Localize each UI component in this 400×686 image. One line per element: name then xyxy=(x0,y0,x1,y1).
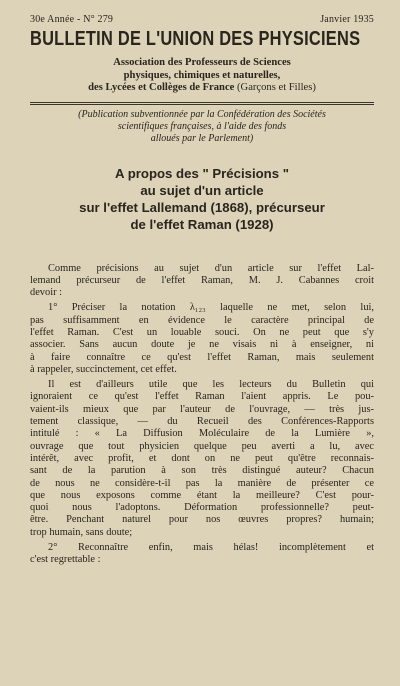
association-line-3-suffix: (Garçons et Filles) xyxy=(237,82,316,93)
paragraph-point-2 xyxy=(30,542,374,567)
text-line: ignoraient ce qu'est l'effet Raman l'aient appris. Le pou- xyxy=(30,391,374,403)
text-line: de nous ne considère-t-il pas la manière de présenter ce xyxy=(30,477,374,489)
text-line: que nous exposons comme étant la meilleure? C'est pour- xyxy=(30,489,374,501)
bulletin-masthead: BULLETIN DE L'UNION DES PHYSICIENS xyxy=(30,28,361,50)
article-title-line: au sujet d'un article xyxy=(140,182,264,198)
issue-number: 30e Année - N° 279 xyxy=(30,14,114,25)
text-line: c'est regrettable : xyxy=(30,554,101,566)
association-line-2: physiques, chimiques et naturelles, xyxy=(123,69,281,81)
text-line: sant de la parution à son très distingué auteur? Chacun xyxy=(30,465,374,477)
article-title-line: de l'effet Raman (1928) xyxy=(130,216,274,232)
text-line: être. Penchant naturel pour nos œuvres propres? humain; xyxy=(30,514,374,526)
publication-note-line: alloués par le Parlement) xyxy=(150,132,254,144)
text-line: Comme précisions au sujet d'un article sur l'effet Lal- xyxy=(48,262,374,274)
text-line: trop humain, sans doute; xyxy=(30,526,133,538)
text-line: à faire connaître ce qu'est l'effet Raman, mais seulement xyxy=(30,351,374,363)
text-line: intérêt, avec profit, et dont on ne peut qu'être reconnais- xyxy=(30,452,374,464)
text-line: à rappeler, succinctement, cet effet. xyxy=(30,363,177,375)
text-line: 1° Préciser la notation λ₁₂₃ laquelle ne met, selon lui, xyxy=(48,302,374,314)
text-line: lemand précurseur de l'effet Raman, M. J. Cabannes croit xyxy=(30,274,374,286)
double-rule-divider xyxy=(30,102,374,105)
publication-note-line: scientifiques françaises, à l'aide des fonds xyxy=(117,120,287,132)
publication-note-line: (Publication subventionnée par la Confédération des Sociétés xyxy=(78,108,326,120)
issue-date: Janvier 1935 xyxy=(320,14,374,25)
paragraph-point-1 xyxy=(30,302,374,376)
text-line: pas suffisamment en évidence le caractère principal de xyxy=(30,314,374,326)
issue-header xyxy=(30,14,374,25)
text-line: intitulé : « La Diffusion Moléculaire de la Lumière », xyxy=(30,428,374,440)
article-title-line: A propos des " Précisions " xyxy=(115,165,289,181)
association-line-3 xyxy=(30,82,374,95)
text-line: quoi nous l'adoptons. Déformation professionnelle? peut- xyxy=(30,502,374,514)
association-block xyxy=(30,57,374,95)
text-line: 2° Reconnaître enfin, mais hélas! incomplètement et xyxy=(48,542,374,554)
paragraph-intro xyxy=(30,263,374,300)
article-title xyxy=(30,165,374,233)
text-line: tement classique, — du Recueil des Conférences-Rapports xyxy=(30,416,374,428)
text-line: Il est d'ailleurs utile que les lecteurs du Bulletin qui xyxy=(48,379,374,391)
text-line: devoir : xyxy=(30,287,63,299)
article-body xyxy=(30,263,374,567)
association-line-1: Association des Professeurs de Sciences xyxy=(113,57,291,68)
text-line: ouvrage que tout physicien quelque peu averti a lu, avec xyxy=(30,440,374,452)
article-title-line: sur l'effet Lallemand (1868), précurseur xyxy=(79,199,325,215)
text-line: l'effet Raman. C'est un louable souci. On ne peut que s'y xyxy=(30,326,374,338)
publication-note xyxy=(30,109,374,145)
text-line: associer. Sans aucun doute je ne visais ni à enseigner, ni xyxy=(30,339,374,351)
association-line-3-text: des Lycées et Collèges de France xyxy=(88,82,235,93)
text-line: vaient-ils mieux que par l'auteur de l'ouvrage, — très jus- xyxy=(30,403,374,415)
paragraph-2 xyxy=(30,379,374,539)
